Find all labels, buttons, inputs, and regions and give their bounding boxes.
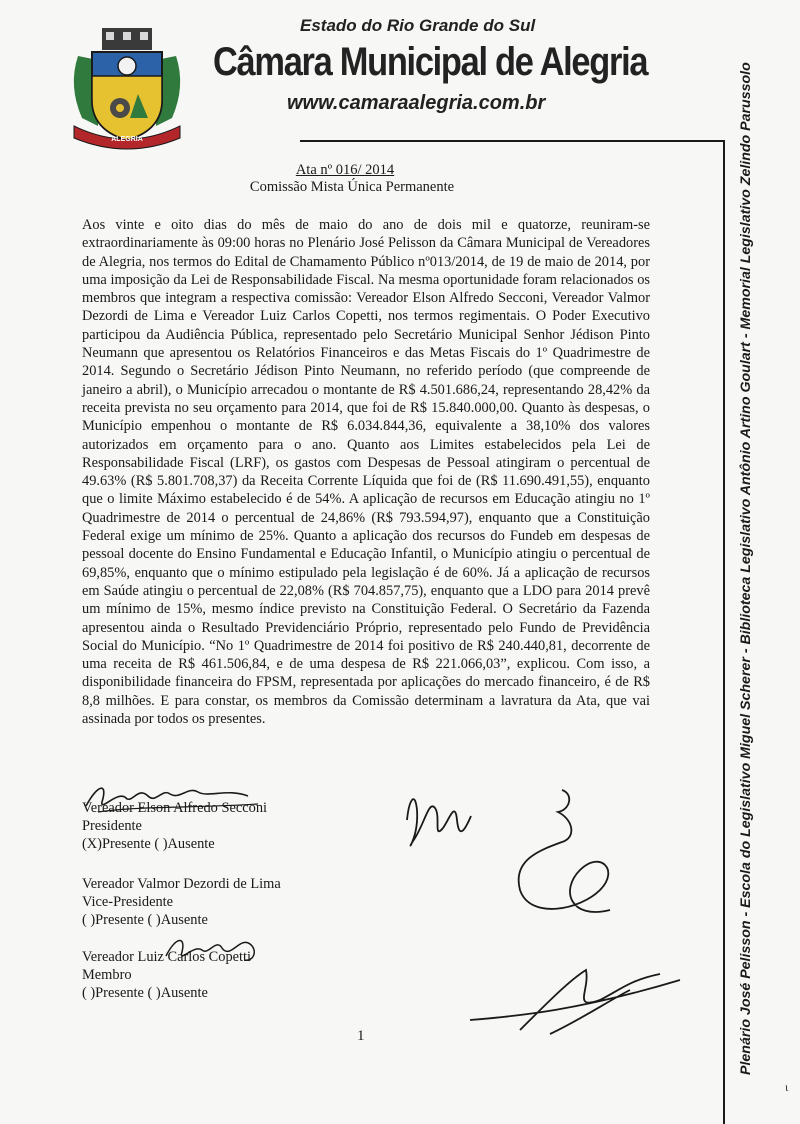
handwritten-signature-2	[500, 780, 630, 930]
signer-name: Vereador Elson Alfredo Secconi	[82, 800, 268, 816]
attendance-status: ( )Presente ( )Ausente	[82, 985, 208, 1001]
signer-name: Vereador Valmor Dezordi de Lima	[82, 876, 281, 892]
signature-block-member	[82, 948, 251, 1002]
header-state: Estado do Rio Grande do Sul	[300, 16, 536, 35]
commission-name: Comissão Mista Única Permanente	[249, 179, 455, 195]
frame-top-rule	[300, 140, 725, 142]
header-title: Câmara Municipal de Alegria	[213, 40, 648, 84]
frame-right-rule	[723, 140, 725, 1124]
header-website: www.camaraalegria.com.br	[287, 92, 546, 114]
municipal-crest-icon	[68, 26, 186, 150]
ata-number: Ata nº 016/ 2014	[295, 162, 395, 178]
signer-role: Vice-Presidente	[82, 894, 174, 910]
handwritten-signature-3	[460, 960, 690, 1040]
signer-role: Membro	[82, 967, 132, 983]
signature-block-vice-president	[82, 875, 281, 929]
signer-name: Vereador Luiz Carlos Copetti	[82, 949, 252, 965]
scan-edge-mark: ι	[785, 1080, 789, 1094]
crest-banner-text: ALEGRIA	[111, 136, 143, 143]
signature-block-president	[82, 799, 267, 853]
sidebar-institutions-text: Plenário José Pelisson - Escola do Legislativo Miguel Scherer - Biblioteca Legislativo Antônio Artino Goulart - Memorial Legislativo Zelindo Parussolo	[738, 62, 754, 1075]
attendance-status: ( )Presente ( )Ausente	[82, 912, 208, 928]
minutes-body: Aos vinte e oito dias do mês de maio do ano de dois mil e quatorze, reuniram-se extraordinariamente às 09:00 horas no Plenário José Pelisson da Câmara Municipal de Vereadores de Alegria, nos termos do Edital de Chamamento Público nº013/2014, de 19 de maio de 2014, por uma imposição da Lei de Responsabilidade Fiscal. Na mesma oportunidade foram relacionados os membros que integram a respectiva comissão: Vereador Elson Alfredo Secconi, Vereador Valmor Dezordi de Lima e Vereador Luiz Carlos Copetti, nos termos regimentais. O Poder Executivo participou da Audiência Pública, representado pelo Secretário Municipal Senhor Jédison Pinto Neumann que apresentou os Relatórios Financeiros e das Metas Fiscais do 1º Quadrimestre de 2014. Segundo o Secretário Jédison Pinto Neumann, no referido período (que compreende de janeiro a abril), o Município arrecadou o montante de R$ 4.501.686,24, representando 28,42% da receita prevista no seu orçamento para 2014, que foi de R$ 15.840.000,00. Quanto às despesas, o Município empenhou o montante de R$ 6.034.844,36, equivalente a 38,10% dos valores autorizados em orçamento para o ano. Quanto aos Limites estabelecidos pela Lei de Responsabilidade Fiscal (LRF), os gastos com Despesas de Pessoal atingiram o percentual de 49.63% (R$ 5.801.708,37) da Receita Corrente Líquida que foi de (R$ 11.690.491,55), enquanto que o limite Máximo estabelecido é de 54%. A aplicação de recursos em Educação atingiu no 1º Quadrimestre de 2014 o percentual de 24,86% (R$ 793.594,97), enquanto que a Constituição Federal exige um mínimo de 25%. Quanto a aplicação dos recursos do Fundeb em despesas de pessoal docente do Ensino Fundamental e Educação Infantil, o Município atingiu o percentual de 69,85%, enquanto que o mínimo estipulado pela legislação é de 60%. Já a aplicação de recursos em Saúde atingiu o percentual de 22,08% (R$ 704.857,75), enquanto que a LDO para 2014 prevê um mínimo de 15%, mesmo índice previsto na Constituição Federal. O Secretário da Fazenda apresentou ainda o Resultado Previdenciário Próprio, representado pelo Fundo de Previdência Social do Município. “No 1º Quadrimestre de 2014 foi positivo de R$ 240.440,81, decorrente de uma receita de R$ 461.506,84, e de uma despesa de R$ 221.066,03”, explicou. Com isso, a disponibilidade financeira do FPSM, representada por aplicações do mercado financeiro, é de R$ 8,8 milhões. E para constar, os membros da Comissão determinam a lavratura da Ata, que vai assinada por todos os presentes.	[82, 217, 650, 728]
handwritten-signature-1	[395, 780, 485, 870]
attendance-status: (X)Presente ( )Ausente	[82, 836, 215, 852]
ata-number-heading	[0, 162, 690, 179]
page-number: 1	[357, 1028, 365, 1044]
signer-role: Presidente	[82, 818, 142, 834]
